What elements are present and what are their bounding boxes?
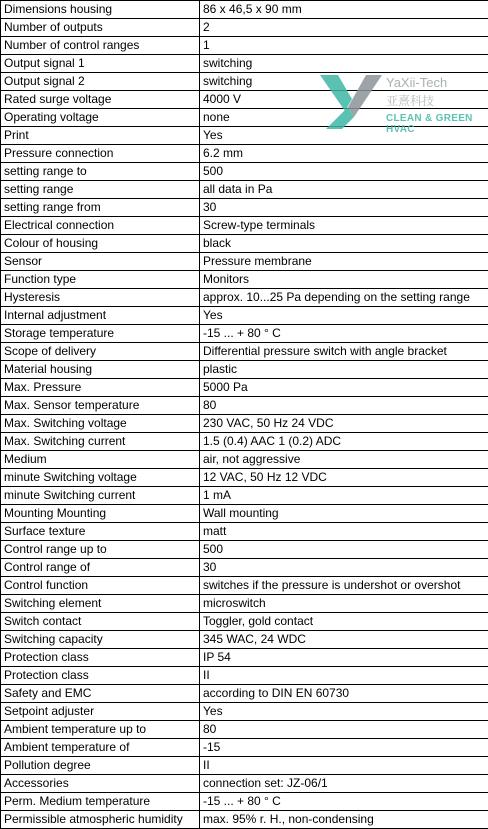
table-row bbox=[1, 1, 488, 19]
table-row bbox=[1, 577, 488, 595]
table-row bbox=[1, 397, 488, 415]
table-row bbox=[1, 361, 488, 379]
table-row bbox=[1, 19, 488, 37]
watermark-brand-cn: 亚熹科技 bbox=[386, 94, 435, 108]
table-row bbox=[1, 109, 488, 127]
property-name: setting range from bbox=[1, 199, 200, 217]
property-value: Screw-type terminals bbox=[200, 217, 488, 235]
table-row bbox=[1, 685, 488, 703]
property-value: 5000 Pa bbox=[200, 379, 488, 397]
property-name: Colour of housing bbox=[1, 235, 200, 253]
table-row bbox=[1, 667, 488, 685]
watermark-tagline: CLEAN & GREEN HVAC bbox=[386, 113, 473, 135]
property-name: Max. Sensor temperature bbox=[1, 397, 200, 415]
property-value: 345 WAC, 24 WDC bbox=[200, 631, 488, 649]
property-name: Protection class bbox=[1, 649, 200, 667]
property-name: Sensor bbox=[1, 253, 200, 271]
property-name: Max. Pressure bbox=[1, 379, 200, 397]
property-name: Control range of bbox=[1, 559, 200, 577]
property-value: 12 VAC, 50 Hz 12 VDC bbox=[200, 469, 488, 487]
property-name: setting range to bbox=[1, 163, 200, 181]
property-name: setting range bbox=[1, 181, 200, 199]
property-name: Output signal 2 bbox=[1, 73, 200, 91]
property-name: Hysteresis bbox=[1, 289, 200, 307]
property-value: Monitors bbox=[200, 271, 488, 289]
property-value: 86 x 46,5 x 90 mm bbox=[200, 1, 488, 19]
property-value: switching bbox=[200, 73, 488, 91]
property-name: Storage temperature bbox=[1, 325, 200, 343]
property-value: approx. 10...25 Pa depending on the setting range bbox=[200, 289, 488, 307]
property-name: Dimensions housing bbox=[1, 1, 200, 19]
table-row bbox=[1, 757, 488, 775]
table-row bbox=[1, 415, 488, 433]
property-name: Accessories bbox=[1, 775, 200, 793]
property-name: Permissible atmospheric humidity bbox=[1, 811, 200, 829]
property-value: connection set: JZ-06/1 bbox=[200, 775, 488, 793]
property-name: Max. Switching current bbox=[1, 433, 200, 451]
property-value: Yes bbox=[200, 703, 488, 721]
property-name: Setpoint adjuster bbox=[1, 703, 200, 721]
property-name: Safety and EMC bbox=[1, 685, 200, 703]
property-value: 80 bbox=[200, 721, 488, 739]
table-row bbox=[1, 307, 488, 325]
property-value: II bbox=[200, 667, 488, 685]
property-value: 230 VAC, 50 Hz 24 VDC bbox=[200, 415, 488, 433]
property-name: Number of outputs bbox=[1, 19, 200, 37]
table-row bbox=[1, 163, 488, 181]
table-row bbox=[1, 55, 488, 73]
property-value: 6.2 mm bbox=[200, 145, 488, 163]
property-value: 30 bbox=[200, 559, 488, 577]
property-name: Switch contact bbox=[1, 613, 200, 631]
property-value: Yes bbox=[200, 307, 488, 325]
property-value: 80 bbox=[200, 397, 488, 415]
table-row bbox=[1, 721, 488, 739]
property-value: air, not aggressive bbox=[200, 451, 488, 469]
property-name: Ambient temperature of bbox=[1, 739, 200, 757]
property-name: Operating voltage bbox=[1, 109, 200, 127]
table-row bbox=[1, 793, 488, 811]
property-value: Toggler, gold contact bbox=[200, 613, 488, 631]
property-value: switches if the pressure is undershot or overshot bbox=[200, 577, 488, 595]
table-row bbox=[1, 649, 488, 667]
table-row bbox=[1, 541, 488, 559]
property-name: Pollution degree bbox=[1, 757, 200, 775]
property-name: Rated surge voltage bbox=[1, 91, 200, 109]
table-row bbox=[1, 613, 488, 631]
property-value: 1.5 (0.4) AAC 1 (0.2) ADC bbox=[200, 433, 488, 451]
table-row bbox=[1, 433, 488, 451]
property-value: plastic bbox=[200, 361, 488, 379]
table-row bbox=[1, 217, 488, 235]
table-row bbox=[1, 523, 488, 541]
property-value: 1 mA bbox=[200, 487, 488, 505]
property-name: Material housing bbox=[1, 361, 200, 379]
table-row bbox=[1, 469, 488, 487]
table-row bbox=[1, 145, 488, 163]
table-row bbox=[1, 631, 488, 649]
property-name: Perm. Medium temperature bbox=[1, 793, 200, 811]
property-value: max. 95% r. H., non-condensing bbox=[200, 811, 488, 829]
property-value: matt bbox=[200, 523, 488, 541]
table-row bbox=[1, 775, 488, 793]
property-name: Mounting Mounting bbox=[1, 505, 200, 523]
property-value: II bbox=[200, 757, 488, 775]
watermark-brand: YaXii-Tech bbox=[386, 75, 448, 90]
table-row bbox=[1, 595, 488, 613]
property-value: IP 54 bbox=[200, 649, 488, 667]
property-value: 2 bbox=[200, 19, 488, 37]
table-row bbox=[1, 253, 488, 271]
property-name: Pressure connection bbox=[1, 145, 200, 163]
property-name: Function type bbox=[1, 271, 200, 289]
property-name: Ambient temperature up to bbox=[1, 721, 200, 739]
table-row bbox=[1, 325, 488, 343]
property-name: Output signal 1 bbox=[1, 55, 200, 73]
table-row bbox=[1, 811, 488, 829]
property-name: minute Switching current bbox=[1, 487, 200, 505]
table-row bbox=[1, 91, 488, 109]
property-value: 4000 V bbox=[200, 91, 488, 109]
property-value: Differential pressure switch with angle bracket bbox=[200, 343, 488, 361]
property-name: Max. Switching voltage bbox=[1, 415, 200, 433]
property-name: Protection class bbox=[1, 667, 200, 685]
property-name: Surface texture bbox=[1, 523, 200, 541]
table-row bbox=[1, 379, 488, 397]
property-name: Internal adjustment bbox=[1, 307, 200, 325]
table-row bbox=[1, 559, 488, 577]
property-name: Switching element bbox=[1, 595, 200, 613]
table-row bbox=[1, 271, 488, 289]
specification-table-body bbox=[1, 1, 488, 829]
property-name: Control function bbox=[1, 577, 200, 595]
property-name: Print bbox=[1, 127, 200, 145]
table-row bbox=[1, 181, 488, 199]
property-value: Yes bbox=[200, 127, 488, 145]
property-name: Scope of delivery bbox=[1, 343, 200, 361]
table-row bbox=[1, 73, 488, 91]
property-name: Control range up to bbox=[1, 541, 200, 559]
table-row bbox=[1, 451, 488, 469]
property-name: Number of control ranges bbox=[1, 37, 200, 55]
property-name: Medium bbox=[1, 451, 200, 469]
table-row bbox=[1, 703, 488, 721]
property-name: minute Switching voltage bbox=[1, 469, 200, 487]
property-value: -15 ... + 80 ° C bbox=[200, 325, 488, 343]
property-name: Switching capacity bbox=[1, 631, 200, 649]
table-row bbox=[1, 739, 488, 757]
property-value: 30 bbox=[200, 199, 488, 217]
property-value: 500 bbox=[200, 541, 488, 559]
table-row bbox=[1, 199, 488, 217]
property-name: Electrical connection bbox=[1, 217, 200, 235]
table-row bbox=[1, 37, 488, 55]
table-row bbox=[1, 487, 488, 505]
property-value: Pressure membrane bbox=[200, 253, 488, 271]
property-value: black bbox=[200, 235, 488, 253]
property-value: according to DIN EN 60730 bbox=[200, 685, 488, 703]
property-value: 500 bbox=[200, 163, 488, 181]
property-value: -15 ... + 80 ° C bbox=[200, 793, 488, 811]
property-value: microswitch bbox=[200, 595, 488, 613]
table-row bbox=[1, 127, 488, 145]
property-value: Wall mounting bbox=[200, 505, 488, 523]
property-value: switching bbox=[200, 55, 488, 73]
property-value: all data in Pa bbox=[200, 181, 488, 199]
table-row bbox=[1, 343, 488, 361]
property-value: 1 bbox=[200, 37, 488, 55]
table-row bbox=[1, 289, 488, 307]
table-row bbox=[1, 235, 488, 253]
property-value: -15 bbox=[200, 739, 488, 757]
table-row bbox=[1, 505, 488, 523]
property-value: none bbox=[200, 109, 488, 127]
